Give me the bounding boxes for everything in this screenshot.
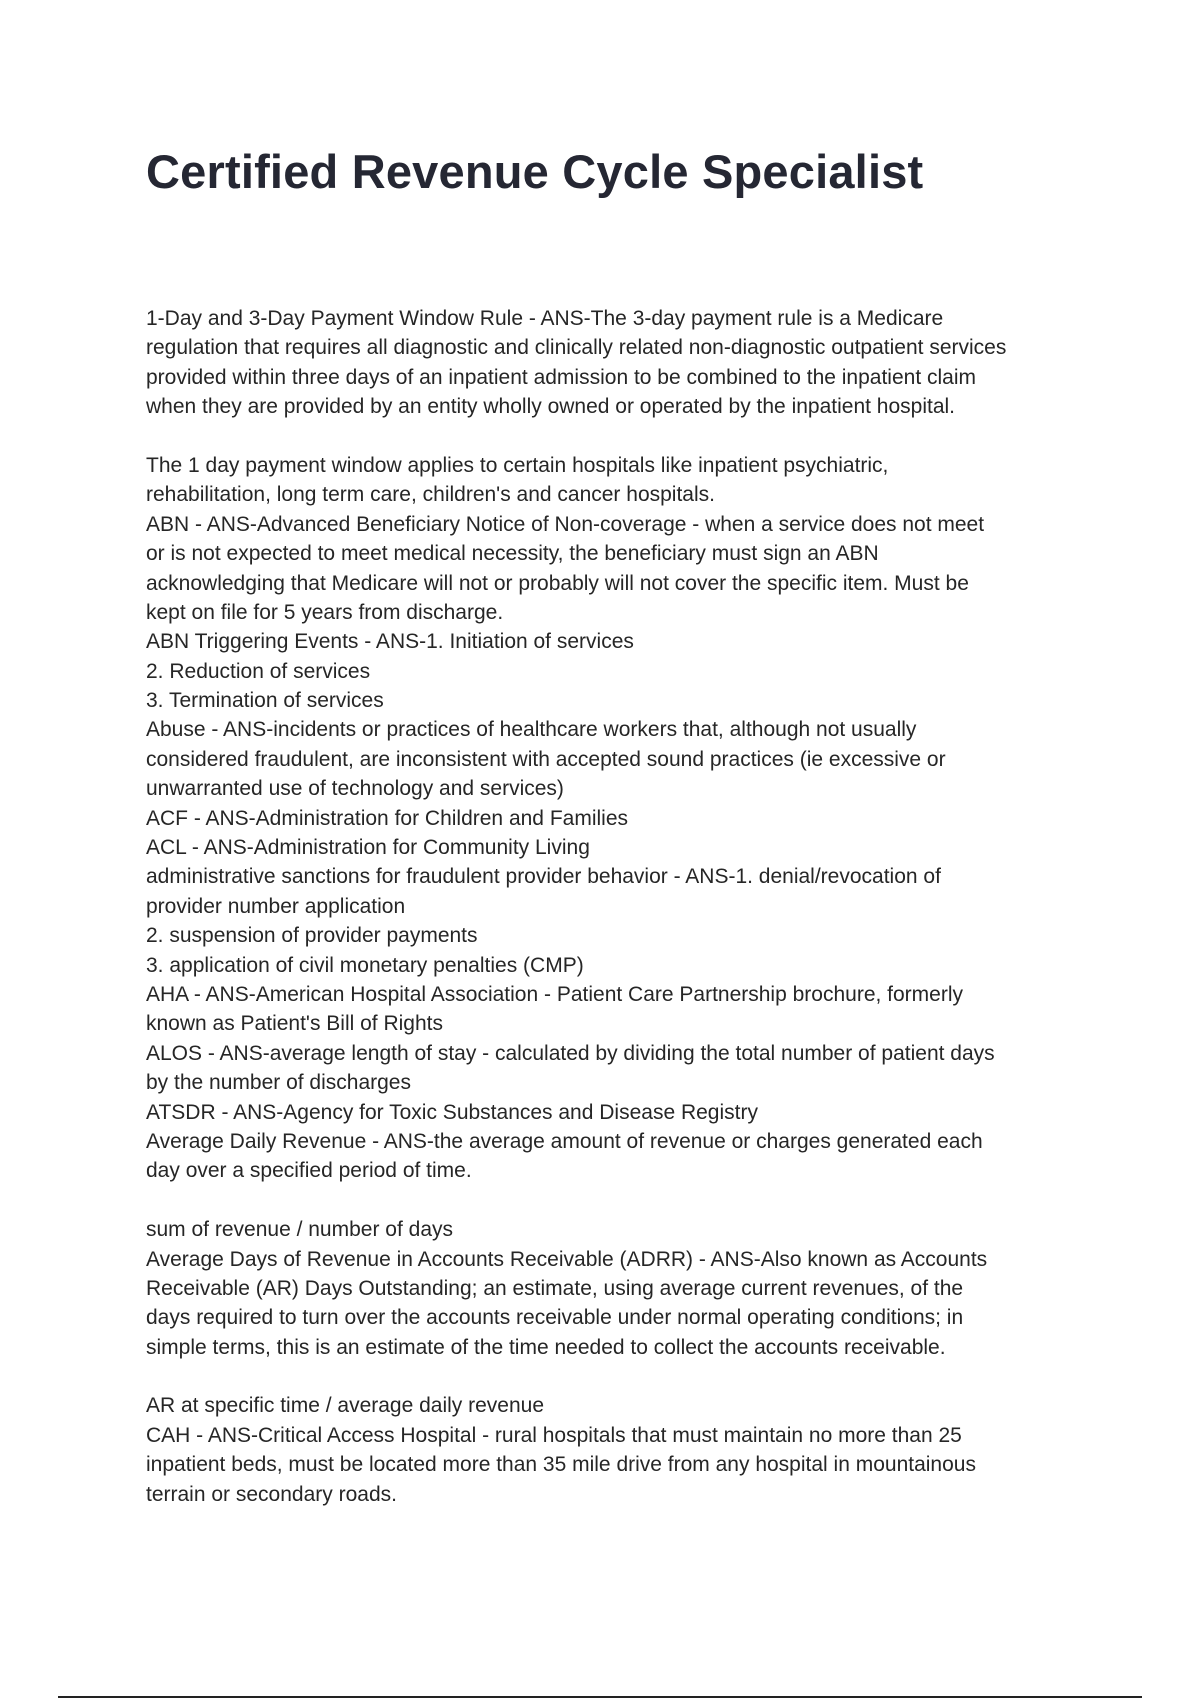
body-text-line: Average Daily Revenue - ANS-the average amount of revenue or charges generated each	[146, 1129, 983, 1153]
body-text-line: sum of revenue / number of days	[146, 1218, 453, 1242]
body-text-line: by the number of discharges	[146, 1071, 411, 1095]
paragraph-spacer	[146, 422, 1076, 451]
body-text-line: simple terms, this is an estimate of the time needed to collect the accounts receivable.	[146, 1335, 946, 1359]
body-text-line: administrative sanctions for fraudulent provider behavior - ANS-1. denial/revocation of	[146, 865, 941, 889]
paragraph-spacer	[146, 1186, 1076, 1215]
body-text-line: inpatient beds, must be located more than 35 mile drive from any hospital in mountainous	[146, 1453, 976, 1477]
body-text-line: rehabilitation, long term care, children's and cancer hospitals.	[146, 483, 715, 507]
body-text-line: terrain or secondary roads.	[146, 1482, 397, 1506]
body-text-line: The 1 day payment window applies to certain hospitals like inpatient psychiatric,	[146, 453, 889, 477]
document-body	[146, 304, 1076, 1509]
body-text-line: Receivable (AR) Days Outstanding; an estimate, using average current revenues, of the	[146, 1276, 964, 1300]
body-text-line: provided within three days of an inpatient admission to be combined to the inpatient claim	[146, 365, 976, 389]
body-text-line: kept on file for 5 years from discharge.	[146, 600, 504, 624]
body-text-line: CAH - ANS-Critical Access Hospital - rural hospitals that must maintain no more than 25	[146, 1423, 962, 1447]
body-text-line: ABN - ANS-Advanced Beneficiary Notice of Non-coverage - when a service does not meet	[146, 512, 985, 536]
body-text-line: provider number application	[146, 894, 406, 918]
body-text-line: 1-Day and 3-Day Payment Window Rule - ANS-The 3-day payment rule is a Medicare	[146, 307, 944, 330]
body-text-line: Average Days of Revenue in Accounts Receivable (ADRR) - ANS-Also known as Accounts	[146, 1247, 988, 1271]
body-text-line: when they are provided by an entity wholly owned or operated by the inpatient hospital.	[146, 395, 956, 419]
paragraph-spacer	[146, 1362, 1076, 1391]
body-text-line: unwarranted use of technology and services)	[146, 777, 564, 801]
body-text-line: days required to turn over the accounts receivable under normal operating conditions; in	[146, 1306, 964, 1330]
document-title: Certified Revenue Cycle Specialist	[146, 145, 924, 198]
body-text-line: or is not expected to meet medical necessity, the beneficiary must sign an ABN	[146, 542, 879, 566]
body-text-line: acknowledging that Medicare will not or probably will not cover the specific item. Must be	[146, 571, 969, 595]
body-text-line: 2. suspension of provider payments	[146, 924, 478, 948]
body-text-line: ABN Triggering Events - ANS-1. Initiation of services	[146, 630, 634, 654]
footer-divider	[58, 1696, 1142, 1698]
body-text-line: ACL - ANS-Administration for Community Living	[146, 836, 590, 860]
body-text-line: AR at specific time / average daily revenue	[146, 1394, 545, 1418]
body-text-line: 3. Termination of services	[146, 689, 384, 713]
body-text-line: AHA - ANS-American Hospital Association - Patient Care Partnership brochure, formerly	[146, 982, 964, 1006]
body-text-line: ATSDR - ANS-Agency for Toxic Substances and Disease Registry	[146, 1100, 758, 1124]
body-text-line: ALOS - ANS-average length of stay - calculated by dividing the total number of patient days	[146, 1041, 995, 1065]
body-text-line: 2. Reduction of services	[146, 659, 371, 683]
body-text-line: known as Patient's Bill of Rights	[146, 1012, 443, 1036]
body-text-line: considered fraudulent, are inconsistent with accepted sound practices (ie excessive or	[146, 747, 946, 771]
body-text-line: 3. application of civil monetary penalties (CMP)	[146, 953, 584, 977]
body-text-line: ACF - ANS-Administration for Children and Families	[146, 806, 628, 830]
body-text-line: Abuse - ANS-incidents or practices of healthcare workers that, although not usually	[146, 718, 917, 742]
body-text-line: day over a specified period of time.	[146, 1159, 472, 1183]
body-text-line: regulation that requires all diagnostic and clinically related non-diagnostic outpatient services	[146, 336, 1007, 360]
